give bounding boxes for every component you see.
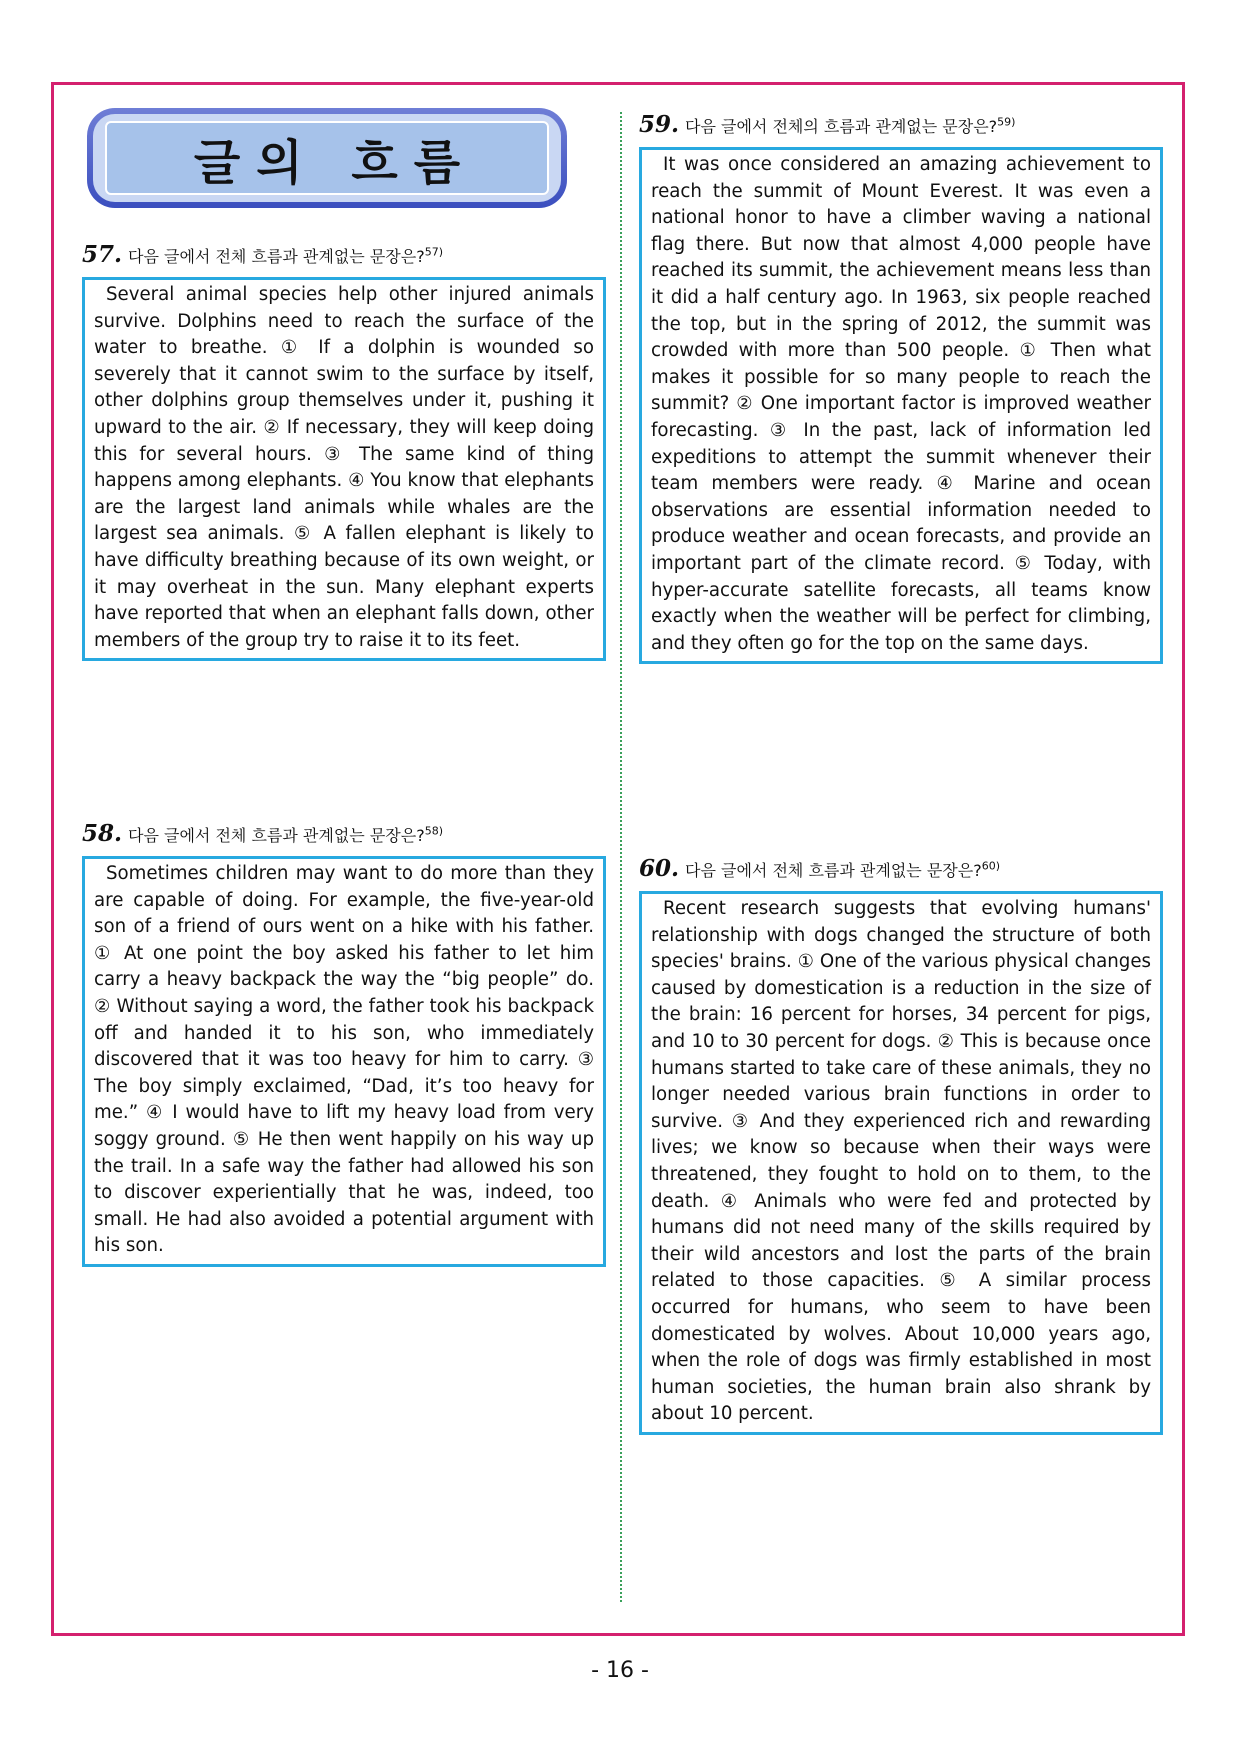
question-header [639,855,1163,887]
question-58 [82,820,606,1267]
question-prompt-text: 다음 글에서 전체의 흐름과 관계없는 문장은? [685,117,998,136]
question-header [82,820,606,852]
question-number: 57. [82,241,123,268]
passage-box: Several animal species help other injured animals survive. Dolphins need to reach the surface of the water to breathe. ① If a dolphin is wounded so severely that it cannot swim to the surface by itself, other dolphins group themselves under it, pushing it upward to the air. ② If necessary, they will keep doing this for several hours. ③ The same kind of thing happens among elephants. ④ You know that elephants are the largest land animals while whales are the largest sea animals. ⑤ A fallen elephant is likely to have difficulty breathing because of its own weight, or it may overheat in the sun. Many elephant experts have reported that when an elephant falls down, other members of the group try to raise it to its feet. [82,277,606,661]
footnote-ref: 59) [997,115,1016,129]
question-60 [639,855,1163,1435]
question-59 [639,111,1163,664]
question-header [82,241,606,273]
title-banner-panel [105,121,549,195]
question-prompt [128,244,443,267]
question-57 [82,241,606,661]
question-prompt [128,823,443,846]
question-prompt [685,114,1015,137]
question-number: 58. [82,820,123,847]
question-number: 60. [639,855,680,882]
column-divider [620,112,622,1602]
footnote-ref: 58) [424,824,443,838]
footnote-ref: 60) [981,859,1000,873]
passage-box: Recent research suggests that evolving humans' relationship with dogs changed the structure of both species' brains. ① One of the various physical changes caused by domestication is a reduction in the size of the brain: 16 percent for horses, 34 percent for pigs, and 10 to 30 percent for dogs. ② This is because once humans started to take care of these animals, they no longer needed various brain functions in order to survive. ③ And they experienced rich and rewarding lives; we know so because when their ways were threatened, they fought to hold on to them, to the death. ④ Animals who were fed and protected by humans did not need many of the skills required by their wild ancestors and lost the parts of the brain related to those capacities. ⑤ A similar process occurred for humans, who seem to have been domesticated by wolves. About 10,000 years ago, when the role of dogs was firmly established in most human societies, the human brain also shrank by about 10 percent. [639,891,1163,1435]
question-number: 59. [639,111,680,138]
question-prompt-text: 다음 글에서 전체 흐름과 관계없는 문장은? [128,247,425,266]
page-number: - 16 - [591,1658,649,1683]
question-header [639,111,1163,143]
section-title-banner [87,108,567,208]
passage-box: Sometimes children may want to do more than they are capable of doing. For example, the five-year-old son of a friend of ours went on a hike with his father. ① At one point the boy asked his father to let him carry a heavy backpack the way the “big people” do. ② Without saying a word, the father took his backpack off and handed it to his son, who immediately discovered that it was too heavy for him to carry. ③ The boy simply exclaimed, “Dad, it’s too heavy for me.” ④ I would have to lift my heavy load from very soggy ground. ⑤ He then went happily on his way up the trail. In a safe way the father had allowed his son to discover experientially that he was, indeed, too small. He had also avoided a potential argument with his son. [82,856,606,1267]
passage-box: It was once considered an amazing achievement to reach the summit of Mount Everest. It was even a national honor to have a climber waving a national flag there. But now that almost 4,000 people have reached its summit, the achievement means less than it did a half century ago. In 1963, six people reached the top, but in the spring of 2012, the summit was crowded with more than 500 people. ① Then what makes it possible for so many people to reach the summit? ② One important factor is improved weather forecasting. ③ In the past, lack of information led expeditions to attempt the summit whenever their team members were ready. ④ Marine and ocean observations are essential information needed to produce weather and ocean forecasts, and provide an important part of the climate record. ⑤ Today, with hyper-accurate satellite forecasts, all teams know exactly when the weather will be perfect for climbing, and they often go for the top on the same days. [639,147,1163,664]
footnote-ref: 57) [424,245,443,259]
section-title: 글의 흐름 [193,134,477,191]
question-prompt-text: 다음 글에서 전체 흐름과 관계없는 문장은? [685,861,982,880]
question-prompt [685,858,1000,881]
title-banner-inner [93,114,561,202]
question-prompt-text: 다음 글에서 전체 흐름과 관계없는 문장은? [128,826,425,845]
